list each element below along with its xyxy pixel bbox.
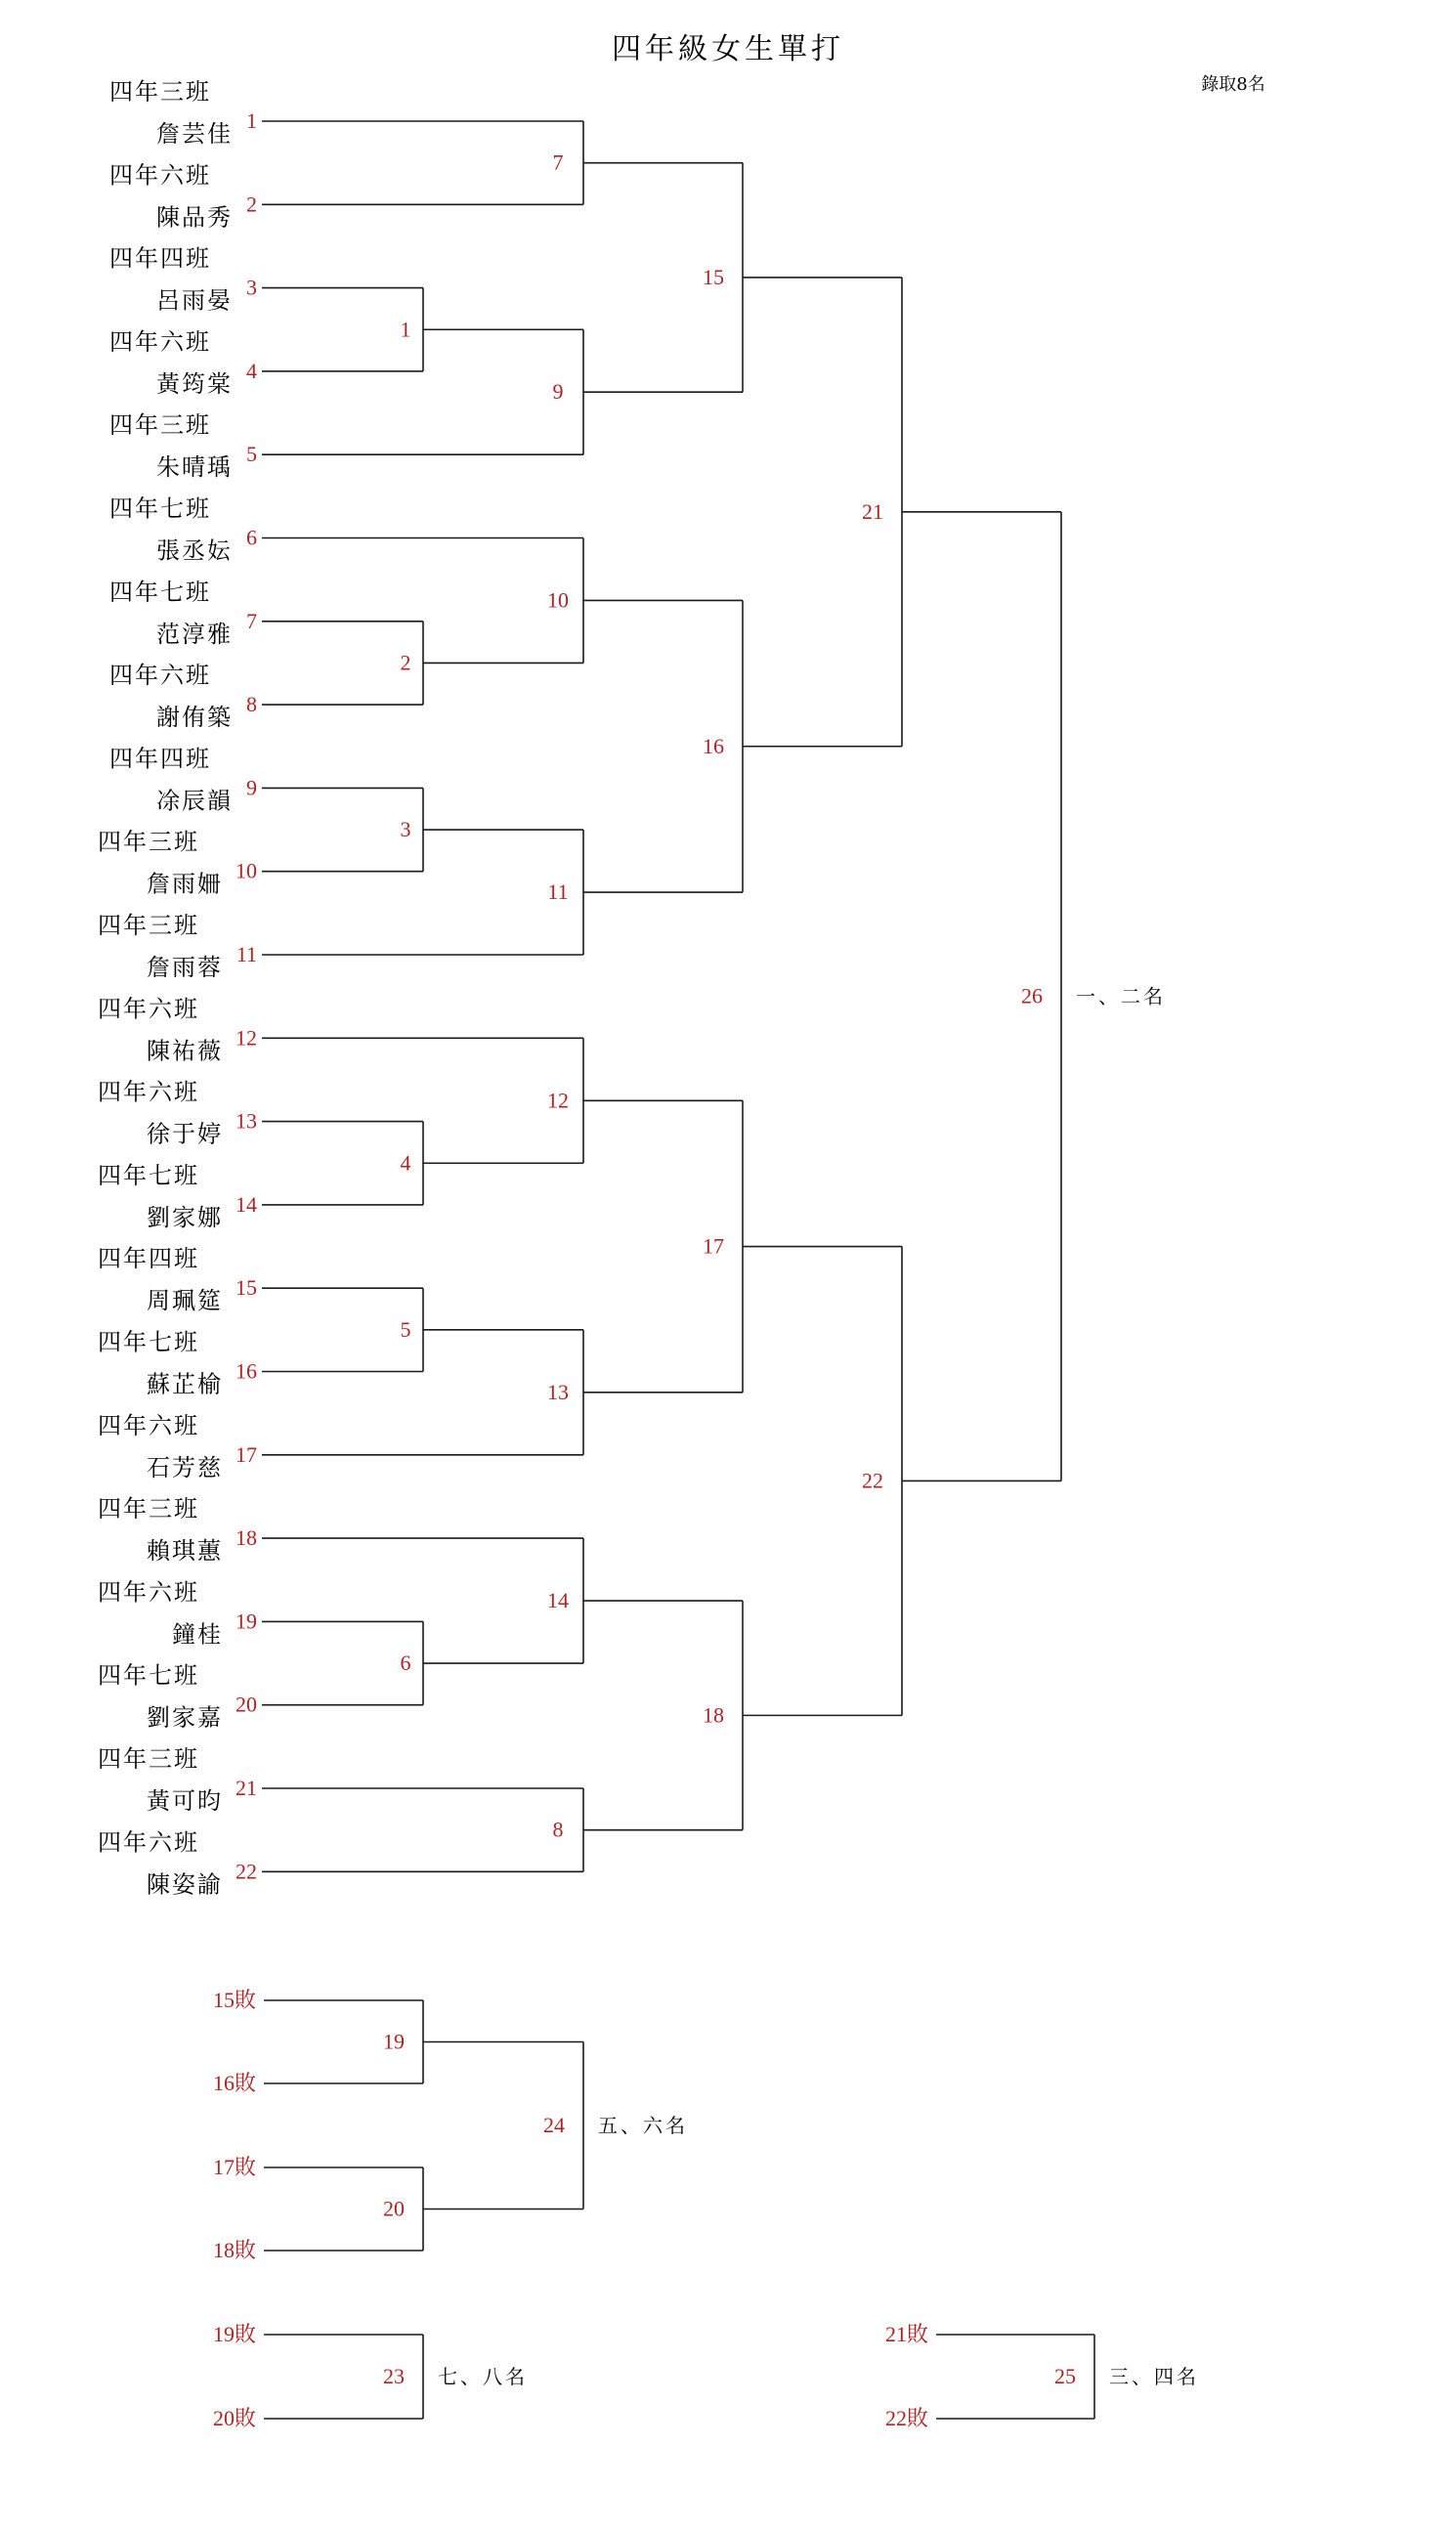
player-seed-number: 15 [236, 1275, 257, 1301]
player-name: 黃可昀 [147, 1787, 223, 1815]
player-class: 四年四班 [109, 244, 211, 273]
match-number: 4 [400, 1150, 411, 1176]
player-class: 四年三班 [98, 1745, 199, 1773]
match-number: 3 [400, 817, 411, 842]
match-number: 11 [547, 879, 569, 905]
player-name: 陳品秀 [156, 203, 233, 232]
consolation-entry: 16敗 [212, 2071, 256, 2095]
player-class: 四年六班 [109, 662, 211, 690]
player-class: 四年七班 [109, 578, 211, 606]
player-class: 四年七班 [98, 1328, 199, 1356]
player-name: 陳祐薇 [147, 1037, 223, 1065]
player-seed-number: 10 [236, 858, 257, 883]
match-number: 13 [547, 1379, 569, 1404]
player-name: 詹雨蓉 [147, 954, 223, 981]
player-name: 謝侑築 [156, 704, 233, 732]
match-number: 5 [400, 1316, 411, 1342]
consolation-entry: 15敗 [212, 1988, 256, 2012]
player-name: 朱晴瑀 [156, 453, 233, 482]
fifth-sixth-label: 五、六名 [598, 2114, 688, 2137]
player-seed-number: 1 [246, 108, 257, 133]
player-name: 張丞妘 [156, 536, 233, 565]
match-number: 8 [552, 1817, 564, 1842]
match-number: 19 [383, 2029, 405, 2054]
player-seed-number: 3 [246, 275, 257, 300]
match-number: 1 [400, 317, 411, 342]
player-seed-number: 9 [246, 775, 257, 800]
page-title: 四年級女生單打 [612, 32, 844, 66]
player-name: 黃筠棠 [156, 369, 233, 398]
player-name: 詹雨姍 [147, 870, 223, 898]
player-name: 呂雨晏 [156, 286, 233, 315]
player-class: 四年六班 [98, 1411, 199, 1439]
player-class: 四年七班 [109, 494, 211, 523]
player-class: 四年三班 [98, 828, 199, 856]
final-place-label: 一、二名 [1076, 984, 1166, 1008]
player-seed-number: 22 [236, 1859, 257, 1884]
player-class: 四年六班 [98, 1828, 199, 1857]
player-class: 四年六班 [109, 161, 211, 190]
bracket-lines [262, 121, 1094, 2419]
player-class: 四年三班 [109, 411, 211, 440]
match-number: 2 [400, 650, 411, 675]
player-name: 范淳雅 [156, 620, 233, 648]
player-name: 鐘桂 [172, 1620, 223, 1649]
match-number: 7 [552, 150, 564, 175]
match-number: 12 [547, 1088, 569, 1113]
match-number: 6 [400, 1651, 411, 1676]
player-seed-number: 13 [236, 1108, 257, 1134]
player-seed-number: 20 [236, 1692, 257, 1717]
match-number: 26 [1021, 983, 1043, 1008]
consolation-entry: 22敗 [884, 2406, 928, 2430]
player-class: 四年六班 [98, 1078, 199, 1106]
player-name: 石芳慈 [147, 1453, 223, 1481]
player-class: 四年四班 [98, 1245, 199, 1273]
player-class: 四年七班 [98, 1661, 199, 1690]
match-number: 18 [703, 1702, 724, 1728]
player-name: 陳姿諭 [147, 1870, 223, 1899]
consolation-entry: 17敗 [212, 2155, 256, 2179]
match-number: 15 [703, 264, 724, 289]
consolation-entry: 18敗 [212, 2238, 256, 2262]
player-seed-number: 14 [236, 1191, 257, 1217]
player-name: 劉家娜 [147, 1203, 223, 1231]
player-seed-number: 17 [236, 1441, 257, 1467]
player-name: 劉家嘉 [147, 1703, 223, 1732]
player-seed-number: 21 [236, 1776, 257, 1800]
match-number: 14 [547, 1588, 569, 1613]
player-seed-number: 4 [246, 358, 257, 383]
player-class: 四年七班 [98, 1161, 199, 1189]
player-seed-number: 16 [236, 1358, 257, 1384]
consolation-entry: 19敗 [212, 2322, 256, 2346]
admission-note: 錄取8名 [1201, 74, 1265, 95]
player-class: 四年六班 [98, 995, 199, 1023]
match-number: 24 [543, 2113, 565, 2137]
player-name: 凃辰韻 [156, 787, 233, 815]
player-seed-number: 19 [236, 1609, 257, 1634]
player-seed-number: 6 [246, 525, 257, 550]
player-name: 賴琪蕙 [147, 1537, 223, 1566]
player-name: 蘇芷榆 [147, 1370, 223, 1398]
player-class: 四年四班 [109, 745, 211, 773]
player-class: 四年三班 [98, 1495, 199, 1523]
bracket-labels [98, 78, 1199, 2430]
match-number: 17 [703, 1233, 724, 1259]
match-number: 21 [862, 498, 883, 524]
consolation-entry: 21敗 [884, 2322, 928, 2346]
match-number: 9 [552, 379, 564, 405]
player-seed-number: 2 [246, 192, 257, 217]
match-number: 16 [703, 733, 724, 758]
seventh-eighth-label: 七、八名 [438, 2365, 528, 2388]
player-seed-number: 8 [246, 692, 257, 717]
player-class: 四年三班 [109, 78, 211, 106]
player-seed-number: 18 [236, 1525, 257, 1551]
player-class: 四年六班 [98, 1578, 199, 1607]
match-number: 20 [383, 2196, 405, 2221]
third-fourth-label: 三、四名 [1109, 2365, 1199, 2388]
player-seed-number: 11 [236, 942, 257, 966]
player-name: 詹芸佳 [156, 120, 233, 148]
player-seed-number: 7 [246, 608, 257, 633]
player-name: 徐于婷 [147, 1120, 223, 1148]
player-seed-number: 5 [246, 442, 257, 467]
consolation-entry: 20敗 [212, 2406, 256, 2430]
player-class: 四年六班 [109, 327, 211, 356]
match-number: 25 [1054, 2364, 1076, 2388]
player-name: 周珮筵 [147, 1287, 223, 1315]
player-seed-number: 12 [236, 1025, 257, 1051]
player-class: 四年三班 [98, 912, 199, 939]
match-number: 23 [383, 2364, 405, 2388]
match-number: 10 [547, 587, 569, 613]
match-number: 22 [862, 1468, 883, 1493]
